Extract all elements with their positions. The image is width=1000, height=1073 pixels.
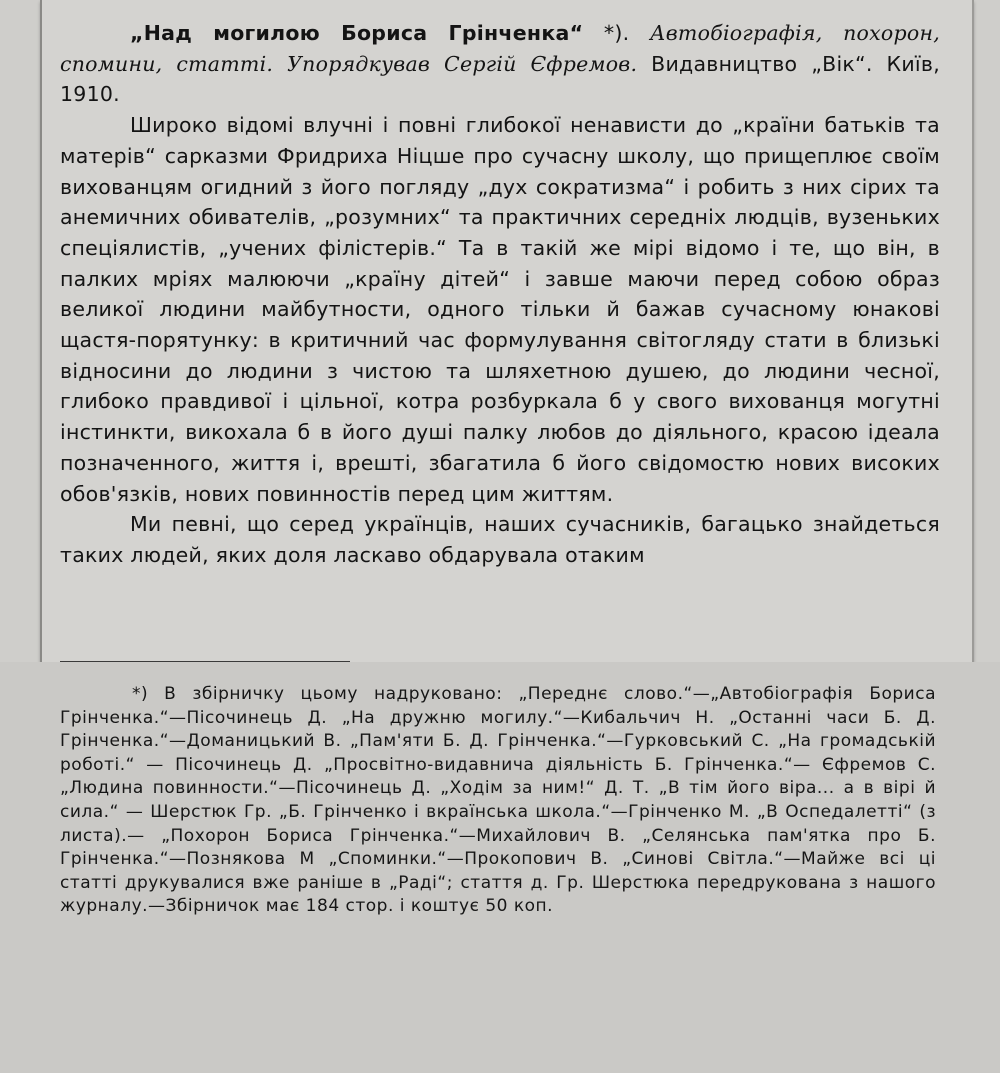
review-paragraph-2: Ми певні, що серед українців, наших сучасників, багацько знайдеться таких людей, яких доля ласкаво обдарувала отаким	[60, 512, 940, 567]
book-title: „Над могилою Бориса Грінченка“	[130, 21, 584, 45]
publisher-info: Видавництво „Вік“. Київ, 1910.	[60, 51, 940, 107]
footnote	[60, 683, 936, 919]
book-subtitle: Автобіографія, похорон, спомини, статті. Упорядкував Сергій Єфремов.	[60, 21, 940, 76]
review-paragraph-1: Широко відомі влучні і повні глибокої ненависти до „країни батьків та матерів“ сарказми Фридриха Ніцше про сучасну школу, що прищеплює своїм вихованцям огидний з його погляду „дух сократизма“ і робить з них сірих та анемичних обивателів, „розумних“ та практичних середніх людців, вузеньких спеціялистів, „учених філістерів.“ Та в такій же мірі відомо і те, що він, в палких мріях малюючи „країну дітей“ і завше маючи перед собою образ великої людини майбутности, одного тільки й бажав сучасному юнакові щастя-порятунку: в критичний час формулування світогляду стати в близькі відносини до людини з чистою та шляхетною душею, до людини чесної, глибоко правдивої і цільної, котра розбуркала б у свого вихованця могутні інстинкти, викохала б в його душі палку любов до діяльного, красою ідеала позначенного, життя і, врешті, збагатила б його свідомостю нових високих обов'язків, нових повинностів перед цим життям.	[60, 113, 940, 506]
footnote-divider	[60, 661, 350, 662]
footnote-marker: *).	[583, 21, 650, 45]
footnote-text: *) В збірничку цьому надруковано: „Переднє слово.“—„Автобіографія Бориса Грінченка.“—Пісочинець Д. „На дружню могилу.“—Кибальчич Н. „Останні часи Б. Д. Грінченка.“—Доманицький В. „Пам'яти Б. Д. Грінченка.“—Гурковський С. „На громадській роботі.“ — Пісочинець Д. „Просвітно-видавнича діяльність Б. Грінченка.“— Єфремов С. „Людина повинности.“—Пісочинець Д. „Ходім за ним!“ Д. Т. „В тім його віра... а в вірі й сила.“ — Шерстюк Гр. „Б. Грінченко і вкраїнська школа.“—Грінченко М. „В Оспедалетті“ (з листа).— „Похорон Бориса Грінченка.“—Михайлович В. „Селянська пам'ятка про Б. Грінченка.“—Познякова М „Споминки.“—Прокопович В. „Синові Світла.“—Майже всі ці статті друкувалися вже раніше в „Раді“; стаття д. Гр. Шерстюка передрукована з нашого журналу.—Збірничок має 184 стор. і коштує 50 коп.	[60, 684, 936, 917]
review-body	[60, 18, 940, 571]
review-heading	[60, 18, 940, 110]
